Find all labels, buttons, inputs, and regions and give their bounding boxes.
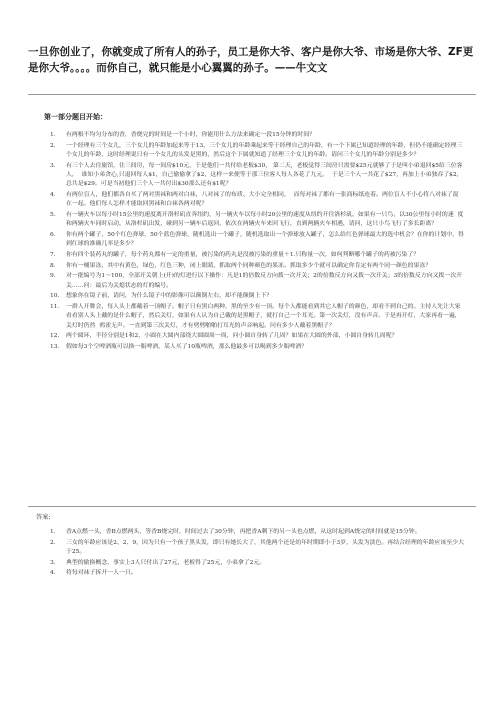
answer-list [44, 528, 464, 580]
answer-number: 3. [50, 559, 56, 566]
question-text: 一个经理有三个女儿，三个女儿的年龄加起来等于13，三个女儿的年龄乘起来等于经理自己的年龄，有一个下属已知道经理的年龄，但仍不能确定经理三个女儿的年龄，这时经理说只有一个女儿的头发是黑的，然后这个下属就知道了经理三个女儿的年龄。请问三个女儿的年龄分别是多少？ [66, 142, 463, 158]
question-text: 两个圆环，半径分别是1和2，小圆在大圆内部绕大圆圆周一周，问小圆自身转了几周？如果在大圆的外部，小圆自身转几周呢？ [66, 333, 398, 340]
answer-text: 典型的偷换概念，事实上3人只付出了27元，老板得了25元，小弟拿了2元。 [66, 559, 266, 566]
question-text: 你有两个罐子，50个红色弹球，50个蓝色弹球，随机选出一个罐子，随机选取出一个弹球放入罐子，怎么给红色弹球最大的选中机会？在你的计划中，得到红球的准确几率是多少？ [66, 232, 464, 248]
divider-answers [28, 506, 476, 507]
question-item [44, 262, 464, 271]
answer-text: 香A点燃一头，香B点燃两头，等香B烧完时，时间过去了30分钟，再把香A剩下的另一头也点燃，从这时起到A烧完的时间就是15分钟。 [66, 529, 421, 535]
answer-number: 1. [50, 529, 56, 535]
answer-number: 4. [50, 570, 56, 577]
answer-item [44, 569, 464, 578]
question-item [44, 162, 464, 190]
divider-top [28, 94, 476, 95]
question-item [44, 332, 464, 341]
question-item [44, 343, 464, 352]
question-item [44, 211, 464, 230]
question-item [44, 231, 464, 250]
question-number: 2. [50, 142, 56, 149]
answer-text: 三女的年龄应该是2、2、9，因为只有一个孩子黑头发，即只有她长大了，其他两个还是幼年时期即小于3岁，头发为淡色。再结合经理的年龄应该至少大于25。 [66, 539, 464, 555]
question-text: 对一批编号为1～100，全部开关朝上(开)的灯进行以下操作：凡是1的倍数反方向拨一次开关；2的倍数反方向又拨一次开关；3的倍数反方向又拨一次开关……问：最后为关熄状态的灯的编号。 [66, 273, 463, 289]
question-number: 5. [50, 212, 56, 218]
question-item [44, 131, 464, 140]
answers-title: 答案: [36, 514, 51, 521]
question-text: 你有一桶果冻，其中有黄色，绿色，红色三种，闭上眼睛，抓取两个同种颜色的果冻。抓取多少个就可以确定你肯定有两个同一颜色的果冻？ [66, 262, 432, 269]
question-text: 你有四个装药丸的罐子，每个药丸都有一定的重量，被污染的药丸是没被污染的重量＋1.只称量一次，如何判断哪个罐子的药被污染了？ [66, 252, 420, 258]
question-number: 3. [50, 162, 56, 169]
question-number: 6. [50, 232, 56, 238]
question-item [44, 142, 464, 161]
question-number: 10. [50, 293, 60, 300]
question-text: 一群人开舞会，每人头上都戴着一顶帽子。帽子只有黑白两种，黑的至少有一顶。每个人都能看到其它人帽子的颜色，却看不到自己的。主持人先让大家 看看别人头上戴的是什么帽子，然后关灯，如果有人认为自己戴的是黑帽子，就打自己一个耳光。第一次关灯，没有声音。于是再开灯，大家再看一遍，关灯时仍然 鸦雀无声。一直到第三次关灯，才有劈劈啪啪打耳光的声音响起。问有多少人戴着黑帽子？ [66, 303, 465, 329]
question-number: 11. [50, 303, 60, 310]
question-number: 12. [50, 333, 60, 340]
answer-item [44, 528, 464, 537]
question-text: 想象你在镜子前，请问，为什么镜子中的影像可以颠倒左右，却不能颠倒上下？ [66, 293, 273, 300]
opening-quote: 一旦你创业了，你就变成了所有人的孙子，员工是你大爷、客户是你大爷、市场是你大爷、ZF更是你大爷。。。。而你自己，就只能是小心翼翼的孙子。——牛文文 [28, 46, 474, 74]
question-item [44, 251, 464, 260]
question-item [44, 191, 464, 210]
answer-number: 2. [50, 539, 56, 546]
question-number: 1. [50, 132, 56, 138]
answer-text: 将每对袜子拆开一人一只。 [66, 570, 137, 577]
question-text: 有两根不均匀分布的香，香烧完的时间是一个小时，你能用什么方法来确定一段15分钟的时间？ [66, 132, 316, 138]
question-item [44, 303, 464, 331]
question-text: 有一辆火车以每小时15公里的速度离开洛杉矶直奔纽约，另一辆火车以每小时20公里的速度从纽约开往洛杉矶。如果有一只鸟，以30公里每小时的速 度和两辆火车同时启动，从洛杉矶出发，碰到另一辆车后返回，依次在两辆火车来回飞行，直到两辆火车相遇，请问，这只小鸟飞行了多长距离？ [66, 212, 464, 228]
question-text: 有三个人去住旅馆，住三间房，每一间房$10元，于是他们一共付给老板$30， 第二天，老板觉得三间房只需要$25元就够了于是叫小弟退回$5给三位客人， 谁知小弟贪心,只退回每人$1，自己偷偷拿了$2，这样一来便等于那三位客人每人各花了九元， 于是三个人一共花了$27，再加上小弟独吞了$2，总共是$29。可是当初他们三个人一共付出$30那么还有$1呢？ [66, 162, 463, 188]
answer-item [44, 559, 464, 568]
section-title: 第一部分题目开始： [44, 113, 107, 121]
question-number: 4. [50, 192, 56, 198]
question-text: 有两位盲人，他们都各自买了两对黑袜和两对白袜，八对袜了的布质、大小完全相同， 而每对袜了都有一张商标纸连着。两位盲人不小心将八对袜了混在一起。他们每人怎样才能取回黑袜和白袜各两对呢？ [66, 192, 459, 208]
question-number: 13. [50, 343, 60, 350]
question-number: 9. [50, 273, 56, 280]
question-item [44, 272, 464, 291]
question-text: 假如每3个空啤酒瓶可以换一瓶啤酒，某人买了10瓶啤酒，那么他最多可以喝到多少瓶啤酒？ [66, 343, 307, 350]
question-number: 8. [50, 262, 56, 269]
question-list [44, 131, 464, 353]
question-item [44, 292, 464, 301]
question-number: 7. [50, 252, 56, 258]
answer-item [44, 539, 464, 558]
